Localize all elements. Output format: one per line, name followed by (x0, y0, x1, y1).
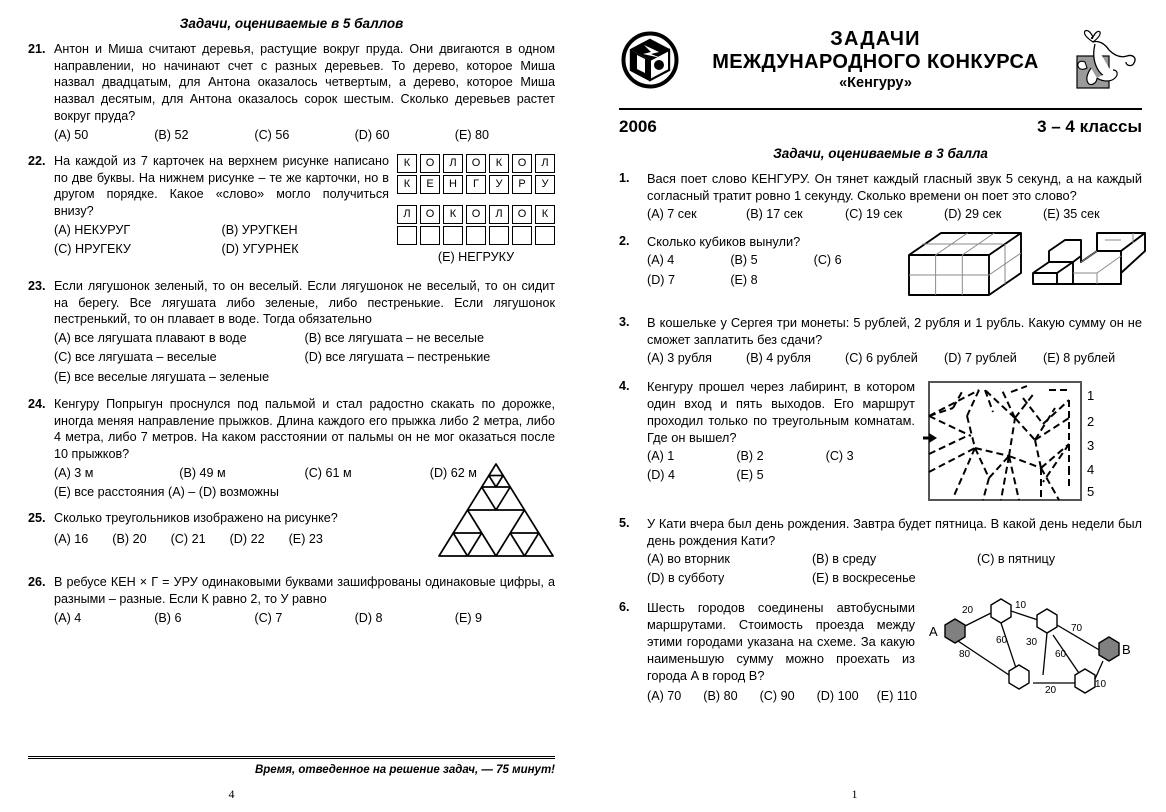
left-section-heading: Задачи, оцениваемые в 5 баллов (179, 16, 404, 31)
answer-options (647, 687, 915, 705)
option-d[interactable]: (D) 29 сек (944, 207, 1002, 222)
page-number: 1 (851, 787, 858, 801)
problem-text: У Кати вчера был день рождения. Завтра будет пятница. В какой день недели был день рождения Кати? (647, 515, 1142, 548)
card-cell-bottom: К (397, 175, 417, 194)
card-cell-bottom: Г (466, 175, 486, 194)
problem-number: 23. (28, 278, 46, 293)
card-cell-top: О (420, 154, 440, 173)
card-cell-top: Л (397, 205, 417, 224)
answer-options-row-3 (54, 368, 555, 386)
option-c[interactable]: (C) 6 рублей (845, 351, 918, 366)
problem-text: В ребусе КЕН × Г = УРУ одинаковыми буквами зашифрованы одинаковые цифры, а разными – разные. Если К равно 2, то У равно (54, 575, 555, 607)
bus-routes-graph (923, 595, 1135, 695)
option-e[interactable]: (E) все веселые лягушата – зеленые (54, 369, 270, 384)
card-cell-top: К (443, 205, 463, 224)
answer-options (54, 530, 429, 548)
option-d[interactable]: (D) 7 рублей (944, 351, 1017, 366)
card (420, 154, 440, 194)
maze-exit-label-5: 5 (1087, 483, 1095, 499)
footer-divider (28, 756, 555, 759)
option-b[interactable]: (B) 20 (112, 532, 147, 547)
grade-label: 3 – 4 классы (1037, 117, 1142, 136)
option-a[interactable]: (A) 4 (647, 253, 675, 268)
card (489, 154, 509, 194)
maze-figure (923, 378, 1123, 506)
card-cell-bottom (512, 226, 532, 245)
card-cell-bottom: Е (420, 175, 440, 194)
problem-text: Если лягушонок зеленый, то он веселый. Если лягушонок не веселый, то он сидит на берегу. Все лягушата либо зеленые, либо пестренькие. Если лягушонок пестренький, то он плавает в воде. Тогда обязательно (54, 278, 555, 327)
option-c[interactable]: (C) все лягушата – веселые (54, 350, 217, 365)
option-d[interactable]: (D) 62 м (429, 465, 477, 480)
problem-1 (619, 170, 1142, 223)
right-section-heading: Задачи, оцениваемые в 3 балла (773, 146, 988, 161)
problem-text: Вася поет слово КЕНГУРУ. Он тянет каждый гласный звук 5 секунд, а на каждый согласный тратит ровно 1 секунду. Сколько времени он поет это слово? (647, 171, 1142, 204)
edge-weight: 60 (1055, 649, 1067, 661)
option-e[interactable]: (E) 8 (730, 272, 758, 287)
card-cell-top: К (397, 154, 417, 173)
right-page (583, 0, 1166, 812)
option-a[interactable]: (A) все лягушата плавают в воде (54, 331, 247, 346)
maze-exit-label-1: 1 (1087, 387, 1095, 403)
card-cell-bottom (535, 226, 555, 245)
edge-weight: 80 (959, 649, 971, 661)
maze-exit-label-4: 4 (1087, 461, 1095, 477)
option-d[interactable]: (D) 100 (816, 689, 859, 704)
answer-options-row-1 (54, 221, 389, 239)
card-cell-bottom (397, 226, 417, 245)
problem-26 (28, 574, 555, 627)
problem-number: 3. (619, 315, 630, 330)
option-e[interactable]: (E) 8 рублей (1043, 351, 1116, 366)
problem-text: Сколько треугольников изображено на рисунке? (54, 511, 338, 526)
problem-text: Шесть городов соединены автобусными маршрутами. Стоимость проезда между этими городами указана на схеме. За какую наименьшую сумму можно проехать из города A в город B? (647, 600, 915, 684)
card (512, 154, 532, 194)
problem-text: На каждой из 7 карточек на верхнем рисунке написано по две буквы. На нижнем рисунке – те же карточки, но в другом порядке. Какое «слово» могло получиться внизу? (54, 153, 389, 219)
problem-3 (619, 314, 1142, 367)
problem-number: 2. (619, 234, 630, 249)
option-e[interactable]: (E) НЕГРУКУ (437, 249, 515, 264)
option-a[interactable]: (A) НЕКУРУГ (54, 222, 131, 237)
card-cell-top: Л (443, 154, 463, 173)
answer-options (647, 205, 1142, 223)
option-b[interactable]: (B) 49 м (179, 465, 226, 480)
problem-number: 22. (28, 153, 46, 168)
option-d[interactable]: (D) 60 (354, 127, 390, 142)
problem-23 (28, 278, 555, 386)
option-c[interactable]: (C) 56 (254, 127, 290, 142)
card (489, 205, 509, 245)
card-cell-bottom: Н (443, 175, 463, 194)
edge-weight: 10 (1095, 679, 1107, 691)
year-grade-line (619, 117, 1142, 137)
option-b[interactable]: (B) 2 (736, 448, 764, 463)
option-a[interactable]: (A) 3 м (54, 465, 94, 480)
masthead (619, 14, 1142, 106)
masthead-divider (619, 108, 1142, 110)
graph-node (991, 599, 1011, 623)
cards-bottom-row (397, 205, 555, 245)
option-d[interactable]: (D) в субботу (647, 570, 725, 585)
problem-text: В кошельке у Сергея три монеты: 5 рублей, 2 рубля и 1 рубль. Какую сумму он не сможет заплатить без сдачи? (647, 315, 1142, 348)
answer-options (54, 609, 555, 627)
card (512, 205, 532, 245)
option-e[interactable]: (E) 5 (736, 467, 764, 482)
answer-options-row-2 (647, 466, 915, 484)
problem-text: Антон и Миша считают деревья, растущие вокруг пруда. Они двигаются в одном направлении, но начинают счет с разных деревьев. То дерево, которое Миша назвал двадцатым, для Антона оказалось четвертым, а дерево, которое Миша назвал десятым, для Антона оказалось сорок шестым. Сколько деревьев растет вокруг пруда? (54, 42, 555, 123)
graph-node (1037, 609, 1057, 633)
year-label: 2006 (619, 117, 657, 136)
card-cell-bottom (420, 226, 440, 245)
option-a[interactable]: (A) 3 рубля (647, 351, 712, 366)
card-cell-top: О (466, 154, 486, 173)
option-c[interactable]: (C) 6 (813, 253, 842, 268)
option-b[interactable]: (B) 4 рубля (746, 351, 811, 366)
option-e[interactable]: (E) 23 (288, 532, 323, 547)
option-e[interactable]: (E) 35 сек (1043, 207, 1100, 222)
cubes-figure (905, 229, 1153, 305)
option-b[interactable]: (B) 52 (154, 127, 189, 142)
answer-options (647, 349, 1142, 367)
option-d[interactable]: (D) 7 (647, 272, 675, 287)
graph-node (1075, 669, 1095, 693)
card (443, 154, 463, 194)
maze-exit-label-3: 3 (1087, 437, 1095, 453)
option-c[interactable]: (C) 21 (170, 532, 206, 547)
problem-text: Кенгуру прошел через лабиринт, в котором один вход и пять выходов. Его маршрут проходил только по треугольным комнатам. Где он вышел? (647, 378, 915, 445)
option-e[interactable]: (E) 9 (454, 610, 483, 625)
option-b[interactable]: (B) 5 (730, 253, 758, 268)
problem-2 (619, 233, 1142, 305)
problem-6 (619, 599, 1142, 705)
answer-options-row-2 (647, 271, 897, 289)
edge-weight: 60 (996, 635, 1008, 647)
graph-node-b (1099, 637, 1119, 661)
option-e[interactable]: (E) 80 (454, 127, 490, 142)
option-a[interactable]: (A) во вторник (647, 551, 730, 566)
graph-node-b-label: B (1122, 642, 1131, 658)
card (397, 205, 417, 245)
letter-cards-figure (397, 153, 555, 264)
card-cell-top: О (466, 205, 486, 224)
card (443, 205, 463, 245)
card-cell-top: О (420, 205, 440, 224)
option-e[interactable]: (E) 110 (876, 689, 917, 704)
maze-exit-label-2: 2 (1087, 413, 1095, 429)
card-cell-top: К (489, 154, 509, 173)
title-line-3: «Кенгуру» (839, 75, 912, 92)
title-line-1: ЗАДАЧИ (830, 28, 921, 51)
edge-weight: 30 (1026, 637, 1038, 649)
card (420, 205, 440, 245)
option-a[interactable]: (A) 70 (647, 689, 682, 704)
option-b[interactable]: (B) 6 (154, 610, 182, 625)
graph-node-a (945, 619, 965, 643)
option-d[interactable]: (D) УГУРНЕК (221, 242, 299, 257)
card-cell-bottom: Р (512, 175, 532, 194)
option-b[interactable]: (B) все лягушата – не веселые (304, 331, 484, 346)
edge-weight: 10 (1015, 600, 1027, 612)
title-line-2: МЕЖДУНАРОДНОГО КОНКУРСА (712, 50, 1039, 73)
problem-number: 24. (28, 396, 46, 411)
option-c[interactable]: (C) 19 сек (845, 207, 903, 222)
option-c[interactable]: (C) 90 (759, 689, 795, 704)
answer-options-row-1 (647, 550, 1142, 568)
option-d[interactable]: (D) 8 (354, 610, 383, 625)
answer-options-row-2 (647, 569, 1142, 587)
card (535, 205, 555, 245)
card-cell-bottom (443, 226, 463, 245)
answer-options-row-1 (54, 329, 555, 347)
masthead-title (687, 28, 1064, 91)
page-number: 4 (228, 787, 235, 801)
problem-number: 25. (28, 511, 46, 526)
problem-21 (28, 41, 555, 144)
problem-number: 1. (619, 171, 630, 185)
option-c[interactable]: (C) в пятницу (976, 551, 1056, 566)
problem-5 (619, 515, 1142, 588)
problem-text: Кенгуру Попрыгун проснулся под пальмой и стал радостно скакать по дорожке, иногда меняя направление прыжков. Длина каждого его прыжка либо 2 метра, либо 4 метра, либо 7 метров. На каком расстоянии от пальмы он не мог оказаться после 10 прыжков? (54, 396, 555, 462)
answer-options-row-2 (54, 240, 389, 258)
option-c[interactable]: (C) НРУГЕКУ (54, 242, 131, 257)
card (466, 154, 486, 194)
card-cell-bottom: У (535, 175, 555, 194)
option-a[interactable]: (A) 4 (54, 610, 82, 625)
option-a[interactable]: (A) 7 сек (647, 207, 697, 222)
option-b[interactable]: (B) 17 сек (746, 207, 803, 222)
option-a[interactable]: (A) 16 (54, 532, 89, 547)
option-a[interactable]: (A) 1 (647, 448, 675, 463)
cards-spacer (397, 194, 555, 204)
option-c[interactable]: (C) 3 (825, 448, 854, 463)
card-cell-top: Л (535, 154, 555, 173)
edge-weight: 70 (1071, 623, 1083, 635)
option-c[interactable]: (C) 61 м (304, 465, 352, 480)
answer-options (54, 126, 555, 144)
graph-node-a-label: A (929, 624, 938, 640)
edge-weight: 20 (1045, 685, 1057, 696)
card-cell-bottom (489, 226, 509, 245)
problem-22 (28, 153, 555, 264)
option-c[interactable]: (C) 7 (254, 610, 283, 625)
cards-bottom-group (397, 205, 555, 245)
problem-number: 26. (28, 575, 46, 590)
card-cell-bottom (466, 226, 486, 245)
option-e[interactable]: (E) в воскресенье (811, 570, 916, 585)
problem-text: Сколько кубиков вынули? (647, 234, 801, 250)
time-note: Время, отведенное на решение задач, — 75 минут! (254, 764, 555, 776)
problem-number: 5. (619, 515, 630, 530)
option-b[interactable]: (B) 80 (703, 689, 738, 704)
problem-number: 21. (28, 42, 46, 56)
option-d[interactable]: (D) 22 (229, 532, 265, 547)
card (535, 154, 555, 194)
card (397, 154, 417, 194)
problem-number: 6. (619, 600, 630, 615)
cube-emblem-logo (619, 31, 681, 89)
card-cell-top: Л (489, 205, 509, 224)
left-page-footer (28, 756, 555, 776)
option-b[interactable]: (B) в среду (811, 551, 877, 566)
problem-4 (619, 378, 1142, 506)
answer-options-row-2 (54, 348, 555, 366)
cards-top-row (397, 154, 555, 194)
option-e[interactable]: (E) все расстояния (A) – (D) возможны (54, 485, 279, 500)
problem-number: 4. (619, 378, 630, 393)
option-d[interactable]: (D) 4 (647, 467, 675, 482)
problem-25 (28, 510, 555, 558)
edge-weight: 20 (962, 605, 974, 617)
option-a[interactable]: (A) 50 (54, 127, 89, 142)
card-cell-top: О (512, 205, 532, 224)
card-cell-top: О (512, 154, 532, 173)
card-cell-top: К (535, 205, 555, 224)
kangaroo-emblem (1070, 28, 1142, 92)
card (466, 205, 486, 245)
option-b[interactable]: (B) УРУГКЕН (221, 222, 298, 237)
graph-node (1009, 665, 1029, 689)
entrance-arrow (923, 433, 937, 443)
answer-options-row-1 (647, 447, 915, 465)
option-d[interactable]: (D) все лягушата – пестренькие (304, 350, 491, 365)
sierpinski-triangle-figure (437, 462, 555, 558)
card-cell-bottom: У (489, 175, 509, 194)
answer-options-row-1 (647, 251, 897, 269)
cards-top-group (397, 154, 555, 194)
